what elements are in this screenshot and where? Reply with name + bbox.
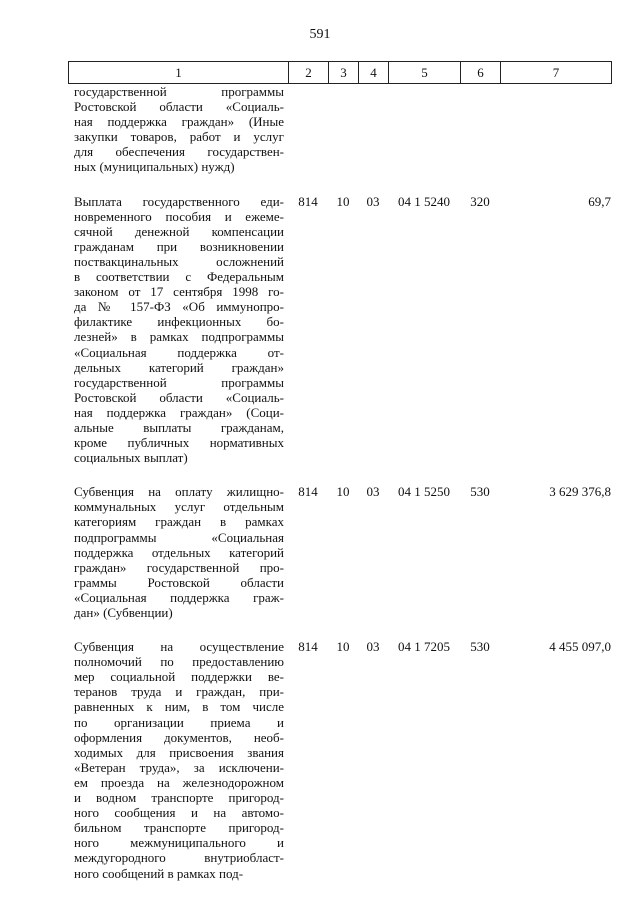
row-description <box>68 639 288 881</box>
description-line: междугородного внутриобласт- <box>74 850 284 866</box>
ministry-code: 814 <box>298 193 318 209</box>
column-header: 3 <box>329 62 359 84</box>
description-line: государственной программы <box>74 374 284 390</box>
table-body <box>68 84 611 900</box>
section-code: 10 <box>336 484 350 500</box>
description-line: мер социальной поддержки ве- <box>74 669 284 685</box>
target-article-code: 04 1 5250 <box>398 484 450 500</box>
ministry-code: 814 <box>298 484 318 500</box>
description-line: закупки товаров, работ и услуг <box>74 129 284 145</box>
description-line: государственной программы <box>74 84 284 99</box>
description-line: Субвенция на осуществление <box>74 639 284 655</box>
description-line: лезней» в рамках подпрограммы <box>74 329 284 345</box>
row-description <box>68 484 288 620</box>
description-line: сячной денежной компенсации <box>74 223 284 239</box>
column-header: 6 <box>461 62 501 84</box>
description-line: новременного пособия и ежеме- <box>74 208 284 224</box>
description-line: ем проезда на железнодорожном <box>74 774 284 790</box>
subsection-code: 03 <box>366 639 380 655</box>
description-line: ная поддержка граждан» (Иные <box>74 114 284 130</box>
description-line: равненных к ним, в том числе <box>74 699 284 715</box>
description-line: Выплата государственного еди- <box>74 193 284 209</box>
expense-type-code: 320 <box>470 193 490 209</box>
column-header: 5 <box>389 62 461 84</box>
row-description <box>68 84 288 175</box>
column-header: 2 <box>289 62 329 84</box>
column-header-row <box>69 62 612 84</box>
description-line: граммы Ростовской области <box>74 574 284 590</box>
column-header: 1 <box>69 62 289 84</box>
description-line: по организации приема и <box>74 714 284 730</box>
amount: 69,7 <box>588 193 611 209</box>
description-line: ходимых для присвоения звания <box>74 744 284 760</box>
description-line: законом от 17 сентября 1998 го- <box>74 284 284 300</box>
description-line: оформления документов, необ- <box>74 729 284 745</box>
description-line: Ростовской области «Социаль- <box>74 99 284 115</box>
description-line: ная поддержка граждан» (Соци- <box>74 404 284 420</box>
target-article-code: 04 1 7205 <box>398 639 450 655</box>
description-line: «Социальная поддержка граж- <box>74 589 284 605</box>
description-line: «Социальная поддержка от- <box>74 344 284 360</box>
column-header-table <box>68 61 612 84</box>
section-code: 10 <box>336 193 350 209</box>
target-article-code: 04 1 5240 <box>398 193 450 209</box>
description-line: да № 157-ФЗ «Об иммунопро- <box>74 299 284 315</box>
description-line: поддержка отдельных категорий <box>74 544 284 560</box>
description-line: альные выплаты гражданам, <box>74 419 284 435</box>
expense-type-code: 530 <box>470 639 490 655</box>
description-line: «Ветеран труда», за исключени- <box>74 759 284 775</box>
ministry-code: 814 <box>298 639 318 655</box>
description-line: ных (муниципальных) нужд) <box>74 159 235 175</box>
page-number: 591 <box>309 27 331 42</box>
description-line: ного межмуниципального и <box>74 835 284 851</box>
table-row <box>68 194 611 466</box>
subsection-code: 03 <box>366 484 380 500</box>
description-line: филактике инфекционных бо- <box>74 314 284 330</box>
description-line: теранов труда и граждан, при- <box>74 684 284 700</box>
description-line: ного сообщений в рамках под- <box>74 865 244 881</box>
amount: 4 455 097,0 <box>549 639 611 655</box>
amount: 3 629 376,8 <box>549 484 611 500</box>
row-description <box>68 194 288 466</box>
description-line: дан» (Субвенции) <box>74 605 173 620</box>
description-line: Субвенция на оплату жилищно- <box>74 484 284 500</box>
description-line: полномочий по предоставлению <box>74 654 284 670</box>
description-line: ного сообщения и на автомо- <box>74 805 284 821</box>
table-row <box>68 84 611 175</box>
description-line: социальных выплат) <box>74 450 188 466</box>
expense-type-code: 530 <box>470 484 490 500</box>
description-line: Ростовской области «Социаль- <box>74 389 284 405</box>
description-line: бильном транспорте пригород- <box>74 820 284 836</box>
column-header: 7 <box>501 62 612 84</box>
description-line: гражданам при возникновении <box>74 238 284 254</box>
description-line: в соответствии с Федеральным <box>74 269 284 285</box>
description-line: граждан» государственной про- <box>74 559 284 575</box>
column-header: 4 <box>359 62 389 84</box>
description-line: коммунальных услуг отдельным <box>74 499 284 515</box>
description-line: категориям граждан в рамках <box>74 514 284 530</box>
table-row <box>68 484 611 620</box>
description-line: кроме публичных нормативных <box>74 435 284 451</box>
description-line: поствакцинальных осложнений <box>74 253 284 269</box>
description-line: дельных категорий граждан» <box>74 359 284 375</box>
description-line: и водном транспорте пригород- <box>74 790 284 806</box>
description-line: для обеспечения государствен- <box>74 144 284 160</box>
section-code: 10 <box>336 639 350 655</box>
description-line: подпрограммы «Социальная <box>74 529 284 545</box>
subsection-code: 03 <box>366 193 380 209</box>
table-row <box>68 639 611 881</box>
